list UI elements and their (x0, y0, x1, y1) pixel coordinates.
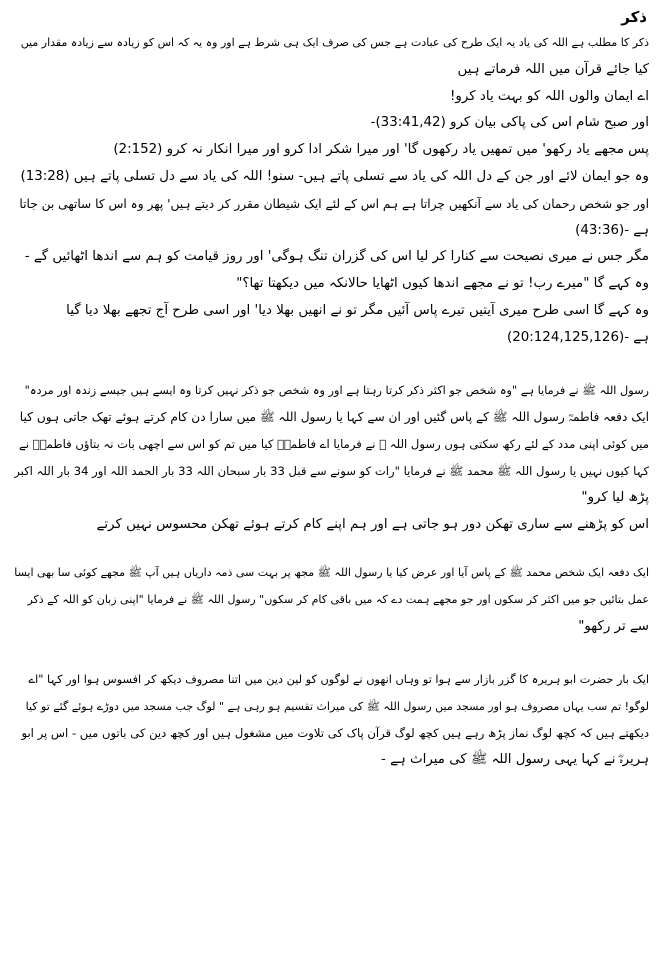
text-line: وہ کہے گا "میرے رب! تو نے مجھے اندھا کیوں اٹھایا حالانکہ میں دیکھتا تھا؟" (236, 276, 649, 292)
text-line: ہریرہؓ نے کہا یہی رسول اللہ ﷺ کی میراث ہے - (381, 752, 649, 768)
text-line: اور جو شخص رحمان کی یاد سے آنکھیں چراتا ہے ہم اس کے لئے ایک شیطان مقرر کر دیتے ہیں' پھر وہ اس کا ساتھی بن جاتا (19, 196, 649, 211)
text-line: ذکر کا مطلب ہے اللہ کی یاد یہ ایک طرح کی عبادت ہے جس کی صرف ایک ہی شرط ہے اور وہ یہ کہ اس کو زیادہ سے زیادہ مقدار میں (20, 36, 649, 49)
text-line: اے ایمان والوں اللہ کو بہت یاد کرو! (450, 88, 649, 104)
text-line: مگر جس نے میری نصیحت سے کنارا کر لیا اس کی گزران تنگ ہوگی' اور روز قیامت کو ہم سے اندھا اٹھائیں گے - (24, 249, 649, 265)
text-line: دیکھتے ہیں کہ کچھ لوگ نماز پڑھ رہے ہیں کچھ لوگ قرآن پاک کی تلاوت میں مشغول ہیں اور کچھ دین کی باتوں میں - اس پر ابو (21, 726, 649, 741)
paragraph-abu-hurairah (14, 667, 649, 774)
text-line: ایک دفعہ ایک شخص محمد ﷺ کے پاس آیا اور عرض کیا یا رسول اللہ ﷺ مجھ پر بہت سی ذمہ داریاں ہیں آپ ﷺ مجھے کوئی سا بھی ایسا (14, 566, 649, 580)
text-line: عمل بتائیں جو میں اکثر کر سکوں اور جو مجھے ہمت دے کہ میں باقی کام کر سکوں" رسول اللہ ﷺ نے فرمایا "اپنی زبان کو اللہ کے ذکر (27, 593, 649, 607)
text-line: وہ کہے گا اسی طرح میری آیتیں تیرے پاس آئیں مگر تو نے انھیں بھلا دیا' اور اسی طرح آج تجھے بھلا دیا گیا (66, 302, 649, 318)
text-line: سے تر رکھو" (578, 618, 649, 634)
text-line: وہ جو ایمان لائے اور جن کے دل اللہ کی یاد سے تسلی پاتے ہیں- سنو! اللہ کی یاد سے دل تسلی پاتے ہیں (13:28) (20, 168, 649, 184)
paragraph-zikr-quran-verses (14, 30, 649, 352)
text-line: ایک دفعہ فاطمہؓ رسول اللہ ﷺ کے پاس گئیں اور ان سے کہا یا رسول اللہ ﷺ میں سارا دن کام کرتے ہوئے تھک جاتی ہوں کیا (19, 410, 649, 425)
paragraph-spacer (14, 352, 649, 378)
text-line: کہا کیوں نہیں یا رسول اللہ ﷺ محمد ﷺ نے فرمایا "رات کو سونے سے قبل 33 بار سبحان اللہ 33 بار الحمد اللہ اور 34 بار اللہ اکبر (14, 463, 649, 478)
text-line: اس کو پڑھنے سے ساری تھکن دور ہو جاتی ہے اور ہم اپنے کام کرتے ہوئے تھکن محسوس نہیں کرتے (96, 516, 649, 532)
text-line: میں کوئی اپنی مدد کے لئے رکھ سکتی ہوں رسول اللہ ﷺ نے فرمایا اے فاطمہؓ کیا میں تم کو اس سے اچھی بات نہ بتاؤں فاطمہؓ نے (19, 437, 649, 452)
text-line: ایک بار حضرت ابو ہریرہ کا گزر بازار سے ہوا تو وہاں انھوں نے لوگوں کو لین دین میں اتنا مصروف دیکھ کر افسوس ہوا اور کہا "اے (28, 672, 649, 686)
text-line: پڑھ لیا کرو" (581, 489, 649, 505)
text-line: لوگو! تم سب یہاں مصروف ہو اور مسجد میں رسول اللہ ﷺ کی میراث تقسیم ہو رہی ہے " لوگ جب مسجد میں دوڑے ہوئے گئے تو کیا (25, 699, 649, 713)
text-line: ہے -(43:36) (575, 222, 649, 238)
paragraph-spacer (14, 538, 649, 560)
text-line: اور صبح شام اس کی پاکی بیان کرو (33:41,42)- (370, 115, 649, 131)
paragraph-hadith-tongue (14, 560, 649, 640)
text-line: کیا جائے قرآن میں اللہ فرماتے ہیں (457, 61, 649, 77)
paragraph-hadith-fatima (14, 378, 649, 539)
text-line: ہے -(20:124,125,126) (507, 329, 649, 345)
paragraph-spacer (14, 641, 649, 667)
text-line: رسول اللہ ﷺ نے فرمایا ہے "وہ شخص جو اکثر ذکر کرتا رہتا ہے اور وہ شخص جو ذکر نہیں کرتا وہ ایسے ہیں جیسے زندہ اور مردہ" (24, 383, 649, 397)
document-title: ذکر (621, 8, 647, 26)
text-line: پس مجھے یاد رکھو' میں تمھیں یاد رکھوں گا' اور میرا شکر ادا کرو اور میرا انکار نہ کرو (2:152) (113, 142, 649, 158)
